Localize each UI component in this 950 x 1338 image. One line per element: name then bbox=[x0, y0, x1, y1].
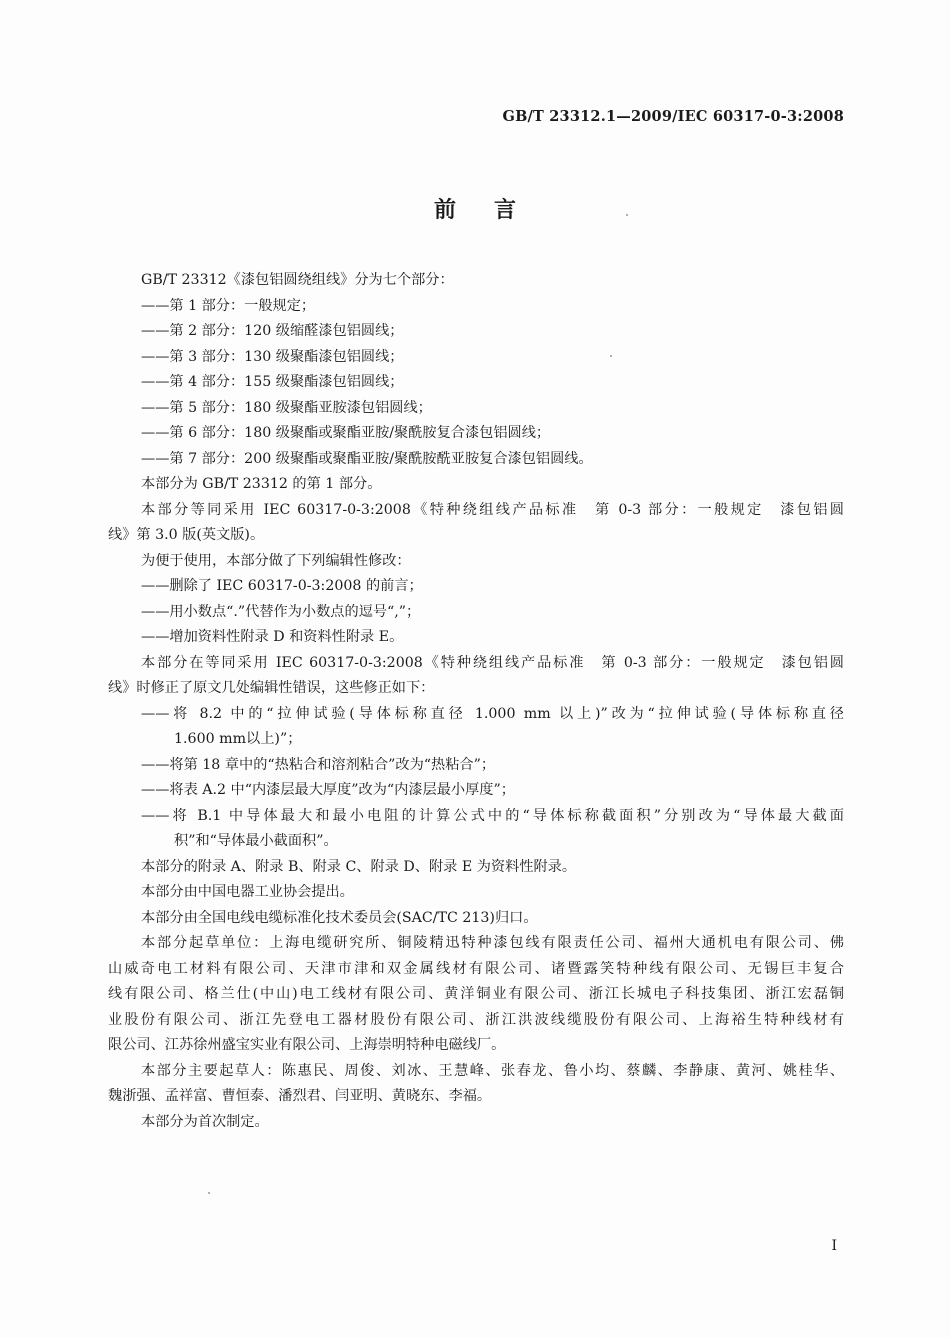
document-body bbox=[108, 268, 844, 1135]
paragraph-line: 本部分在等同采用 IEC 60317-0-3:2008《特种绕组线产品标准 第 0-3 部分：一般规定 漆包铝圆 bbox=[141, 654, 844, 671]
paragraph: 本部分的附录 A、附录 B、附录 C、附录 D、附录 E 为资料性附录。 bbox=[141, 858, 577, 875]
paragraph-line: 山威奇电工材料有限公司、天津市津和双金属线材有限公司、诸暨露笑特种线有限公司、无锡巨丰复合 bbox=[108, 960, 844, 977]
list-item: ——增加资料性附录 D 和资料性附录 E。 bbox=[141, 629, 404, 645]
standard-code: GB/T 23312.1—2009/IEC 60317-0-3:2008 bbox=[502, 108, 844, 125]
list-item: ——第 3 部分：130 级聚酯漆包铝圆线； bbox=[141, 348, 404, 365]
list-item: ——第 4 部分：155 级聚酯漆包铝圆线； bbox=[141, 374, 404, 390]
list-item: ——第 7 部分：200 级聚酯或聚酯亚胺/聚酰胺酰亚胺复合漆包铝圆线。 bbox=[141, 450, 593, 467]
paragraph: 本部分由中国电器工业协会提出。 bbox=[141, 884, 354, 900]
paragraph: 为便于使用，本部分做了下列编辑性修改： bbox=[141, 552, 411, 569]
page-number: I bbox=[831, 1238, 837, 1254]
list-item: ——用小数点“.”代替作为小数点的逗号“,”； bbox=[141, 603, 421, 620]
list-item-continuation: 1.600 mm以上)”； bbox=[174, 731, 302, 747]
list-item-continuation: 积”和“导体最小截面积”。 bbox=[174, 833, 338, 849]
list-item: ——第 6 部分：180 级聚酯或聚酯亚胺/聚酰胺复合漆包铝圆线； bbox=[141, 425, 551, 441]
paragraph-line: 魏浙强、孟祥富、曹恒泰、潘烈君、闫亚明、黄晓东、李福。 bbox=[108, 1088, 492, 1104]
list-item: ——第 5 部分：180 级聚酯亚胺漆包铝圆线； bbox=[141, 399, 432, 416]
scan-speck bbox=[208, 1192, 210, 1194]
paragraph-line: 本部分等同采用 IEC 60317-0-3:2008《特种绕组线产品标准 第 0-3 部分：一般规定 漆包铝圆 bbox=[141, 501, 844, 518]
paragraph-line: 业股份有限公司、浙江先登电工器材股份有限公司、浙江洪波线缆股份有限公司、上海裕生特种线材有 bbox=[108, 1011, 844, 1028]
paragraph-line: 本部分主要起草人：陈惠民、周俊、刘冰、王慧峰、张春龙、鲁小均、蔡麟、李静康、黄河、姚桂华、 bbox=[141, 1062, 844, 1079]
page-title: 前言 bbox=[433, 198, 554, 223]
list-item: ——删除了 IEC 60317-0-3:2008 的前言； bbox=[141, 578, 423, 594]
list-item: ——将 B.1 中导体最大和最小电阻的计算公式中的“导体标称截面积”分别改为“导体最大截面 bbox=[141, 807, 844, 824]
list-item: ——第 1 部分：一般规定； bbox=[141, 297, 316, 314]
list-item: ——将表 A.2 中“内漆层最大厚度”改为“内漆层最小厚度”； bbox=[141, 782, 515, 798]
paragraph: 本部分由全国电线电缆标准化技术委员会(SAC/TC 213)归口。 bbox=[141, 909, 538, 926]
paragraph-line: 线有限公司、格兰仕(中山)电工线材有限公司、黄洋铜业有限公司、浙江长城电子科技集团、浙江宏磊铜 bbox=[108, 986, 844, 1002]
paragraph-line: 本部分起草单位：上海电缆研究所、铜陵精迅特种漆包线有限责任公司、福州大通机电有限公司、佛 bbox=[141, 935, 844, 951]
paragraph: 本部分为 GB/T 23312 的第 1 部分。 bbox=[141, 476, 382, 492]
paragraph-line: 线》第 3.0 版(英文版)。 bbox=[108, 527, 265, 543]
paragraph: 本部分为首次制定。 bbox=[141, 1113, 269, 1130]
paragraph-line: 限公司、江苏徐州盛宝实业有限公司、上海崇明特种电磁线厂。 bbox=[108, 1037, 506, 1053]
list-item: ——将 8.2 中的“拉伸试验(导体标称直径 1.000 mm 以上)”改为“拉伸试验(导体标称直径 bbox=[141, 705, 844, 722]
list-item: ——第 2 部分：120 级缩醛漆包铝圆线； bbox=[141, 323, 404, 339]
list-item: ——将第 18 章中的“热粘合和溶剂粘合”改为“热粘合”； bbox=[141, 756, 496, 773]
paragraph: GB/T 23312《漆包铝圆绕组线》分为七个部分： bbox=[141, 272, 454, 288]
paragraph-line: 线》时修正了原文几处编辑性错误，这些修正如下： bbox=[108, 680, 435, 696]
